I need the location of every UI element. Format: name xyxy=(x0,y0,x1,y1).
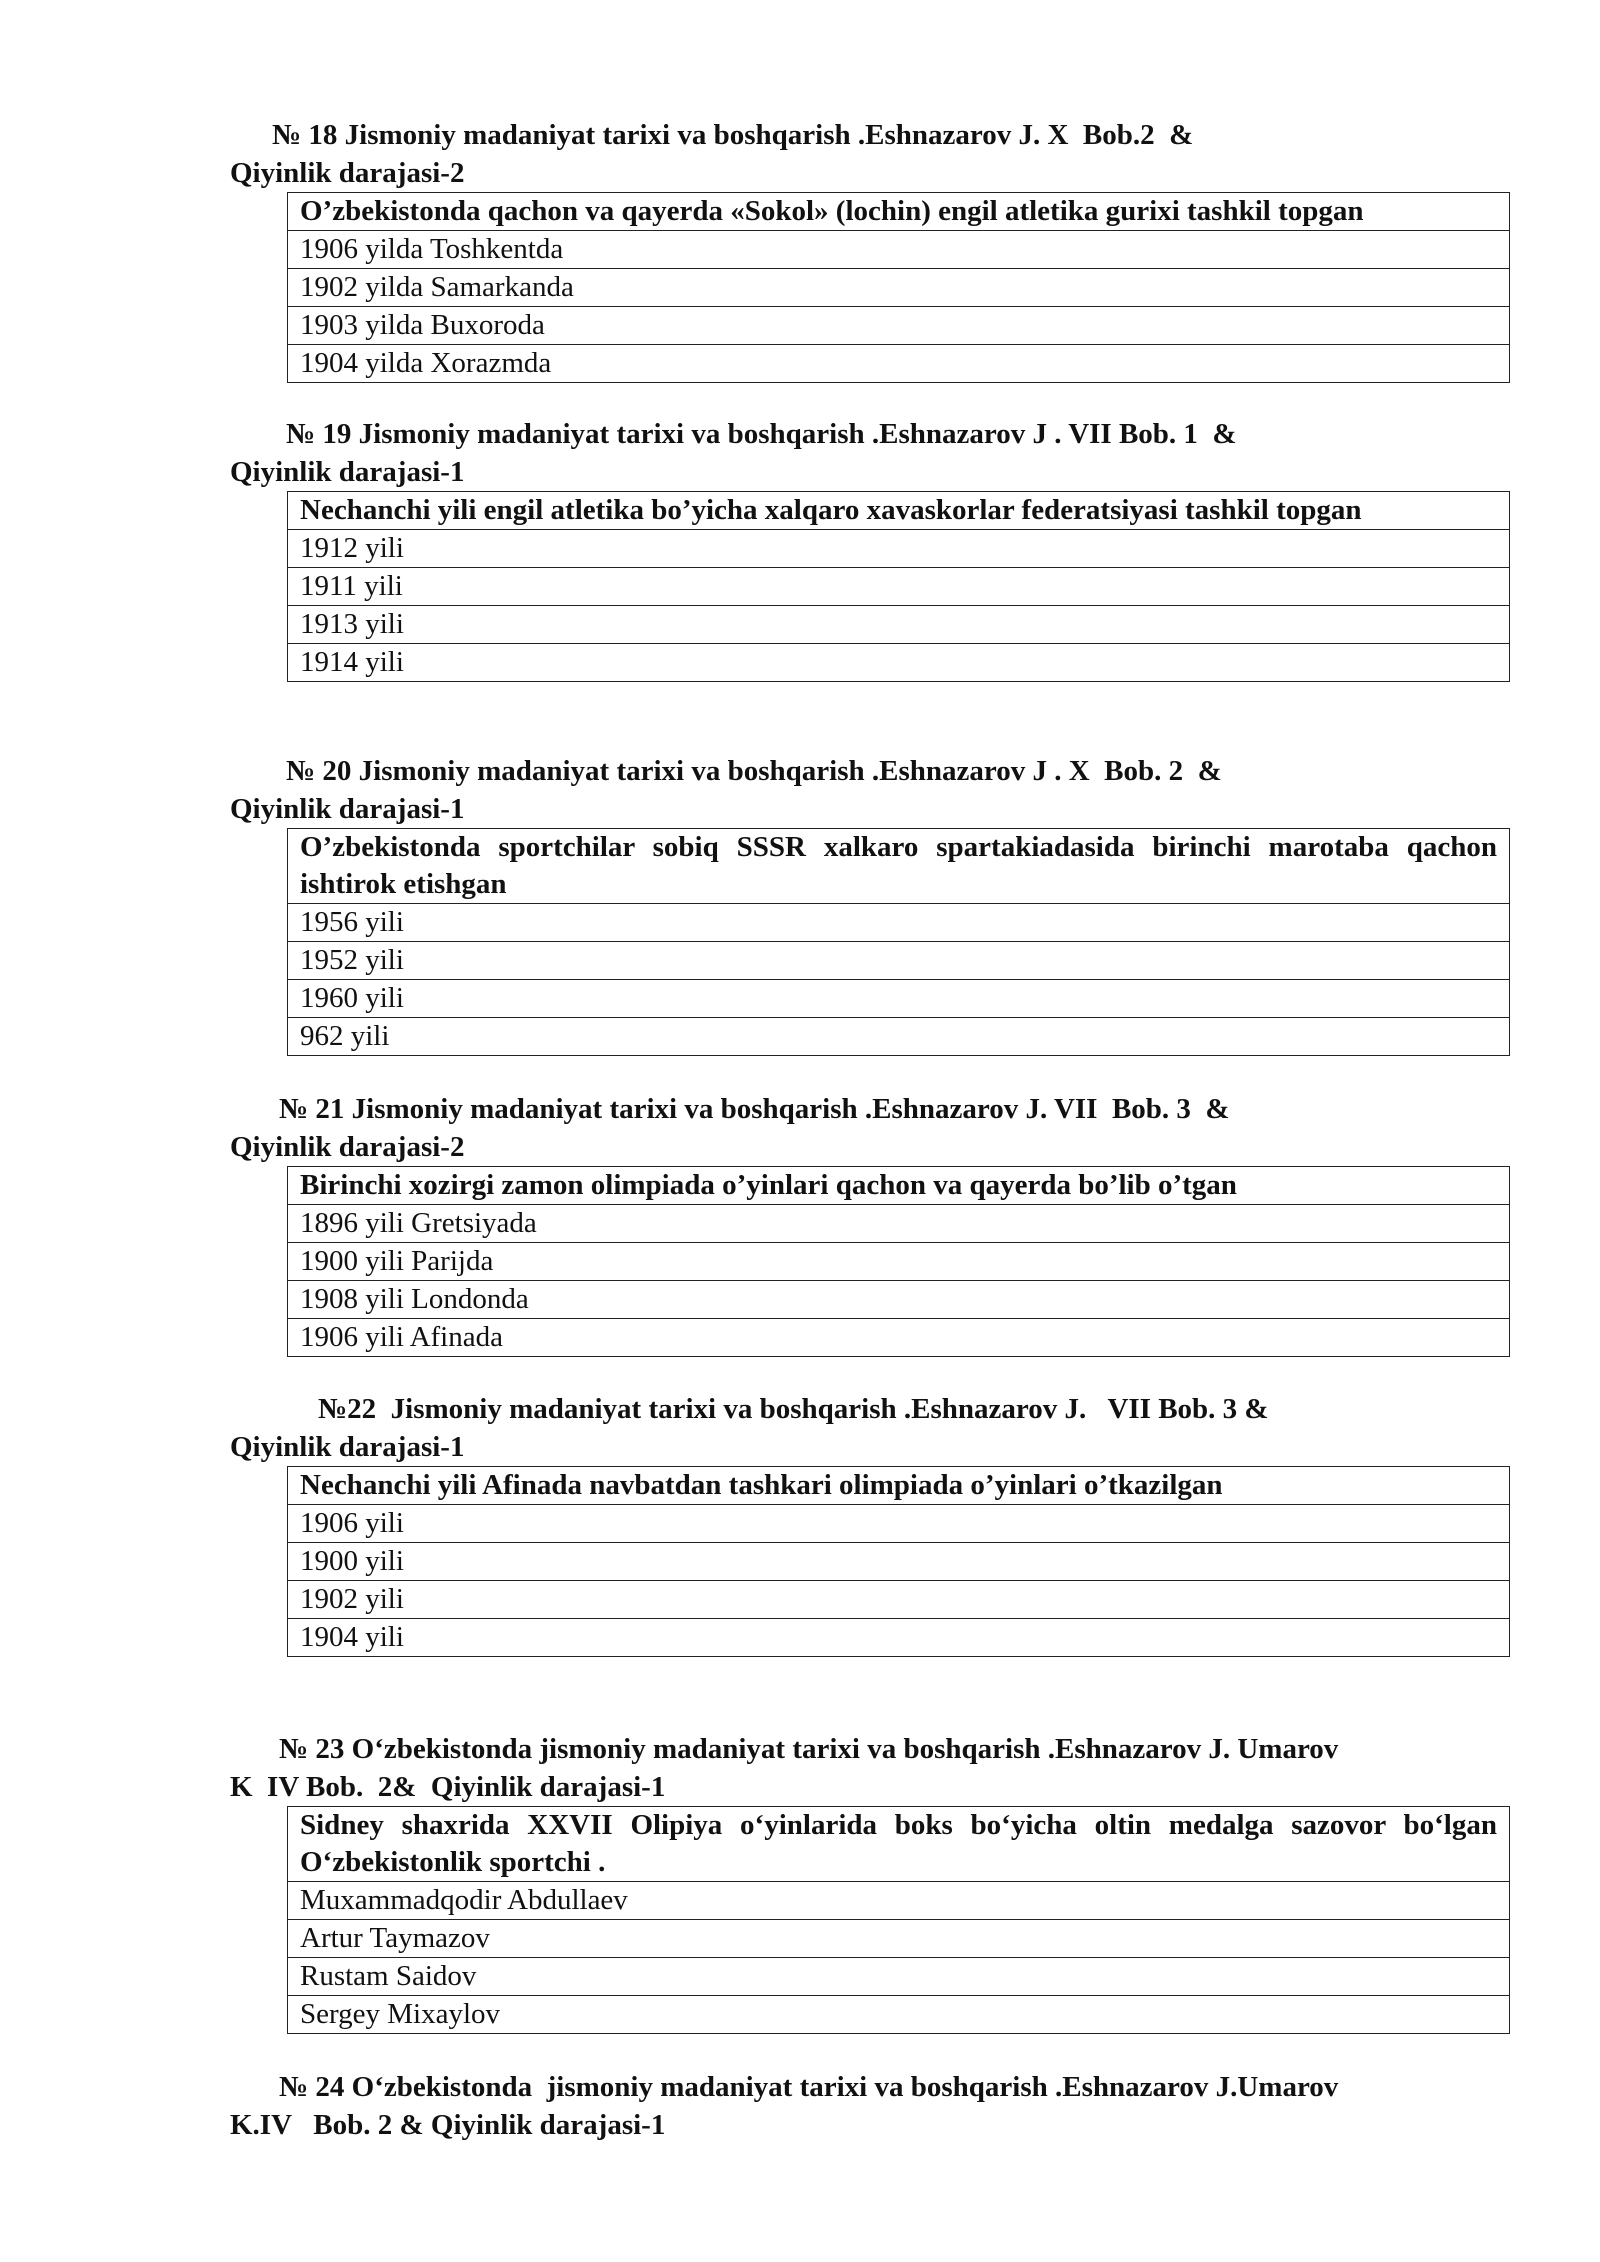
question-difficulty: Qiyinlik darajasi-2 xyxy=(230,157,465,189)
question-block-23 xyxy=(0,1730,1600,2034)
answer-table xyxy=(287,828,1510,1056)
answer-option: 1906 yili xyxy=(288,1505,1510,1543)
answer-option: 1896 yili Gretsiyada xyxy=(288,1205,1510,1243)
answer-option: 1902 yilda Samarkanda xyxy=(288,269,1510,307)
answer-option: 1960 yili xyxy=(288,980,1510,1018)
question-text: O’zbekistonda qachon va qayerda «Sokol» (lochin) engil atletika gurixi tashkil topgan xyxy=(288,193,1510,231)
answer-option: 1906 yilda Toshkentda xyxy=(288,231,1510,269)
answer-option: 1952 yili xyxy=(288,942,1510,980)
question-header xyxy=(230,1390,1520,1466)
question-header xyxy=(230,1090,1520,1166)
question-block-19 xyxy=(0,415,1600,682)
answer-option: 1900 yili Parijda xyxy=(288,1243,1510,1281)
question-text: Nechanchi yili engil atletika bo’yicha xalqaro xavaskorlar federatsiyasi tashkil topgan xyxy=(288,492,1510,530)
answer-option: 1913 yili xyxy=(288,606,1510,644)
question-difficulty: Qiyinlik darajasi-2 xyxy=(230,1131,465,1163)
question-header xyxy=(230,2068,1520,2144)
question-header-title: № 23 O‘zbekistonda jismoniy madaniyat tarixi va boshqarish .Eshnazarov J. Umarov xyxy=(279,1733,1339,1765)
answer-option: 1904 yilda Xorazmda xyxy=(288,345,1510,383)
question-header-title: № 24 O‘zbekistonda jismoniy madaniyat tarixi va boshqarish .Eshnazarov J.Umarov xyxy=(279,2071,1339,2103)
question-difficulty: Qiyinlik darajasi-1 xyxy=(230,456,465,488)
answer-option: Muxammadqodir Abdullaev xyxy=(288,1882,1510,1920)
question-header-title: № 21 Jismoniy madaniyat tarixi va boshqarish .Eshnazarov J. VII Bob. 3 & xyxy=(279,1093,1230,1125)
answer-option: 1956 yili xyxy=(288,904,1510,942)
question-header xyxy=(230,116,1520,192)
question-difficulty: K.IV Bob. 2 & Qiyinlik darajasi-1 xyxy=(230,2109,666,2141)
question-block-22 xyxy=(0,1390,1600,1657)
answer-option: Artur Taymazov xyxy=(288,1920,1510,1958)
question-difficulty: Qiyinlik darajasi-1 xyxy=(230,1431,465,1463)
answer-option: 1900 yili xyxy=(288,1543,1510,1581)
question-block-24 xyxy=(0,2068,1600,2144)
question-header-title: № 18 Jismoniy madaniyat tarixi va boshqarish .Eshnazarov J. X Bob.2 & xyxy=(272,119,1194,151)
answer-table xyxy=(287,491,1510,682)
answer-table xyxy=(287,1166,1510,1357)
question-difficulty: K IV Bob. 2& Qiyinlik darajasi-1 xyxy=(230,1771,666,1803)
question-text: Nechanchi yili Afinada navbatdan tashkari olimpiada o’yinlari o’tkazilgan xyxy=(288,1467,1510,1505)
answer-option: Rustam Saidov xyxy=(288,1958,1510,1996)
question-text: Birinchi xozirgi zamon olimpiada o’yinlari qachon va qayerda bo’lib o’tgan xyxy=(288,1167,1510,1205)
answer-option: 962 yili xyxy=(288,1018,1510,1056)
answer-option: Sergey Mixaylov xyxy=(288,1996,1510,2034)
question-header-title: № 20 Jismoniy madaniyat tarixi va boshqarish .Eshnazarov J . X Bob. 2 & xyxy=(286,755,1222,787)
answer-option: 1903 yilda Buxoroda xyxy=(288,307,1510,345)
question-block-20 xyxy=(0,752,1600,1056)
answer-table xyxy=(287,192,1510,383)
question-header xyxy=(230,1730,1520,1806)
question-block-18 xyxy=(0,116,1600,383)
question-text: O’zbekistonda sportchilar sobiq SSSR xalkaro spartakiadasida birinchi marotaba qachon ishtirok etishgan xyxy=(288,829,1510,904)
question-header xyxy=(230,415,1520,491)
answer-table xyxy=(287,1806,1510,2034)
question-text: Sidney shaxrida XXVII Olipiya o‘yinlarida boks bo‘yicha oltin medalga sazovor bo‘lgan O‘zbekistonlik sportchi . xyxy=(288,1807,1510,1882)
answer-option: 1904 yili xyxy=(288,1619,1510,1657)
question-header-title: № 19 Jismoniy madaniyat tarixi va boshqarish .Eshnazarov J . VII Bob. 1 & xyxy=(286,418,1237,450)
answer-option: 1914 yili xyxy=(288,644,1510,682)
question-block-21 xyxy=(0,1090,1600,1357)
answer-option: 1906 yili Afinada xyxy=(288,1319,1510,1357)
answer-table xyxy=(287,1466,1510,1657)
question-header xyxy=(230,752,1520,828)
answer-option: 1902 yili xyxy=(288,1581,1510,1619)
answer-option: 1911 yili xyxy=(288,568,1510,606)
question-difficulty: Qiyinlik darajasi-1 xyxy=(230,793,465,825)
answer-option: 1912 yili xyxy=(288,530,1510,568)
question-header-title: №22 Jismoniy madaniyat tarixi va boshqarish .Eshnazarov J. VII Bob. 3 & xyxy=(318,1393,1269,1425)
answer-option: 1908 yili Londonda xyxy=(288,1281,1510,1319)
